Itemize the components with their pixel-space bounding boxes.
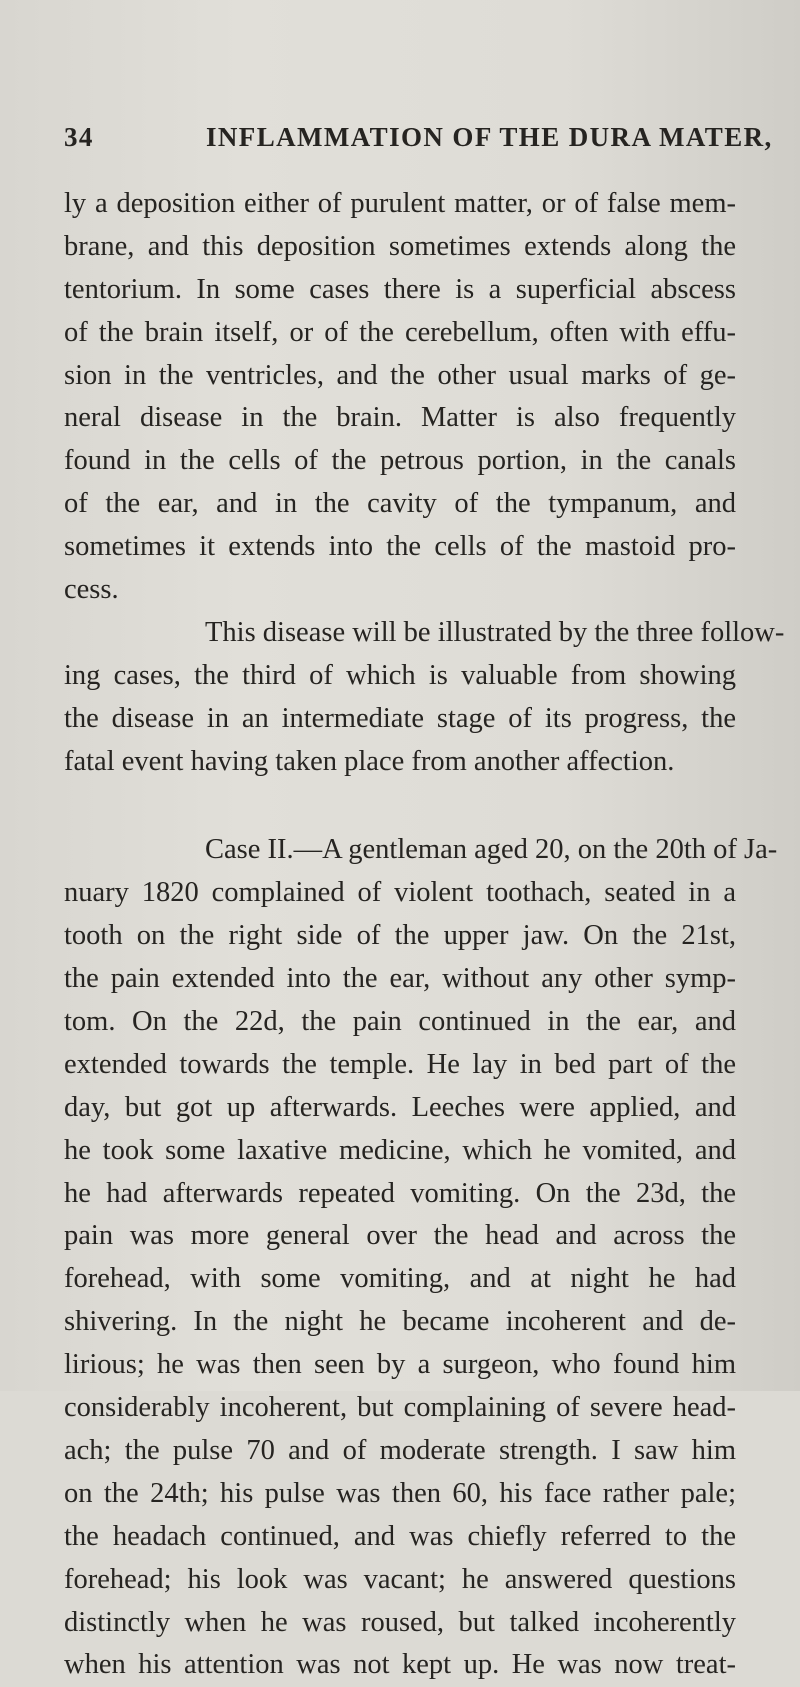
text-line: the pain extended into the ear, without any other symp- [64, 963, 736, 995]
text-line: ly a deposition either of purulent matter, or of false mem- [64, 188, 736, 219]
page-header [64, 122, 773, 162]
text-line: brane, and this deposition sometimes extends along the [64, 230, 736, 262]
body-text [64, 183, 785, 1687]
text-line: ing cases, the third of which is valuable from showing [64, 659, 736, 691]
text-line: neral disease in the brain. Matter is also frequently [64, 402, 736, 434]
paragraph-gap [64, 783, 736, 829]
running-head: INFLAMMATION OF THE DURA MATER, [206, 122, 773, 152]
text-line: found in the cells of the petrous portion, in the canals [64, 445, 736, 477]
text-line: day, but got up afterwards. Leeches were applied, and [64, 1091, 736, 1123]
text-line: fatal event having taken place from another affection. [64, 745, 675, 777]
text-line: sometimes it extends into the cells of the mastoid pro- [64, 531, 736, 563]
text-line: the disease in an intermediate stage of its progress, the [64, 702, 736, 734]
text-line: he had afterwards repeated vomiting. On the 23d, the [64, 1177, 736, 1209]
text-line: of the ear, and in the cavity of the tympanum, and [64, 488, 736, 520]
text-line: lirious; he was then seen by a surgeon, who found him [64, 1349, 736, 1381]
text-line: he took some laxative medicine, which he vomited, and [64, 1134, 736, 1166]
text-line: This disease will be illustrated by the three follow- [205, 616, 785, 648]
text-line: pain was more general over the head and across the [64, 1220, 736, 1252]
text-line: tooth on the right side of the upper jaw. On the 21st, [64, 920, 736, 952]
text-line: on the 24th; his pulse was then 60, his face rather pale; [64, 1477, 736, 1509]
text-line: tom. On the 22d, the pain continued in the ear, and [64, 1006, 736, 1038]
paragraph-3 [64, 829, 778, 1687]
text-line: of the brain itself, or of the cerebellum, often with effu- [64, 316, 736, 348]
text-line: distinctly when he was roused, but talked incoherently [64, 1606, 736, 1638]
text-line: nuary 1820 complained of violent toothach, seated in a [64, 877, 736, 909]
text-line: the headach continued, and was chiefly referred to the [64, 1520, 736, 1552]
text-line: forehead, with some vomiting, and at night he had [64, 1263, 736, 1295]
text-line: ach; the pulse 70 and of moderate strength. I saw him [64, 1434, 736, 1466]
text-line: tentorium. In some cases there is a superficial abscess [64, 273, 736, 305]
paragraph-1 [64, 183, 736, 612]
text-line: sion in the ventricles, and the other usual marks of ge- [64, 359, 736, 391]
text-line: cess. [64, 574, 119, 606]
text-line: considerably incoherent, but complaining of severe head- [64, 1392, 736, 1424]
text-line: forehead; his look was vacant; he answered questions [64, 1563, 736, 1595]
page-number: 34 [64, 122, 94, 152]
text-line: when his attention was not kept up. He was now treat- [64, 1649, 736, 1681]
text-line: Case II.—A gentleman aged 20, on the 20th of Ja- [205, 834, 778, 866]
text-line: extended towards the temple. He lay in bed part of the [64, 1048, 736, 1080]
text-line: shivering. In the night he became incoherent and de- [64, 1306, 736, 1338]
paragraph-2 [64, 612, 785, 784]
